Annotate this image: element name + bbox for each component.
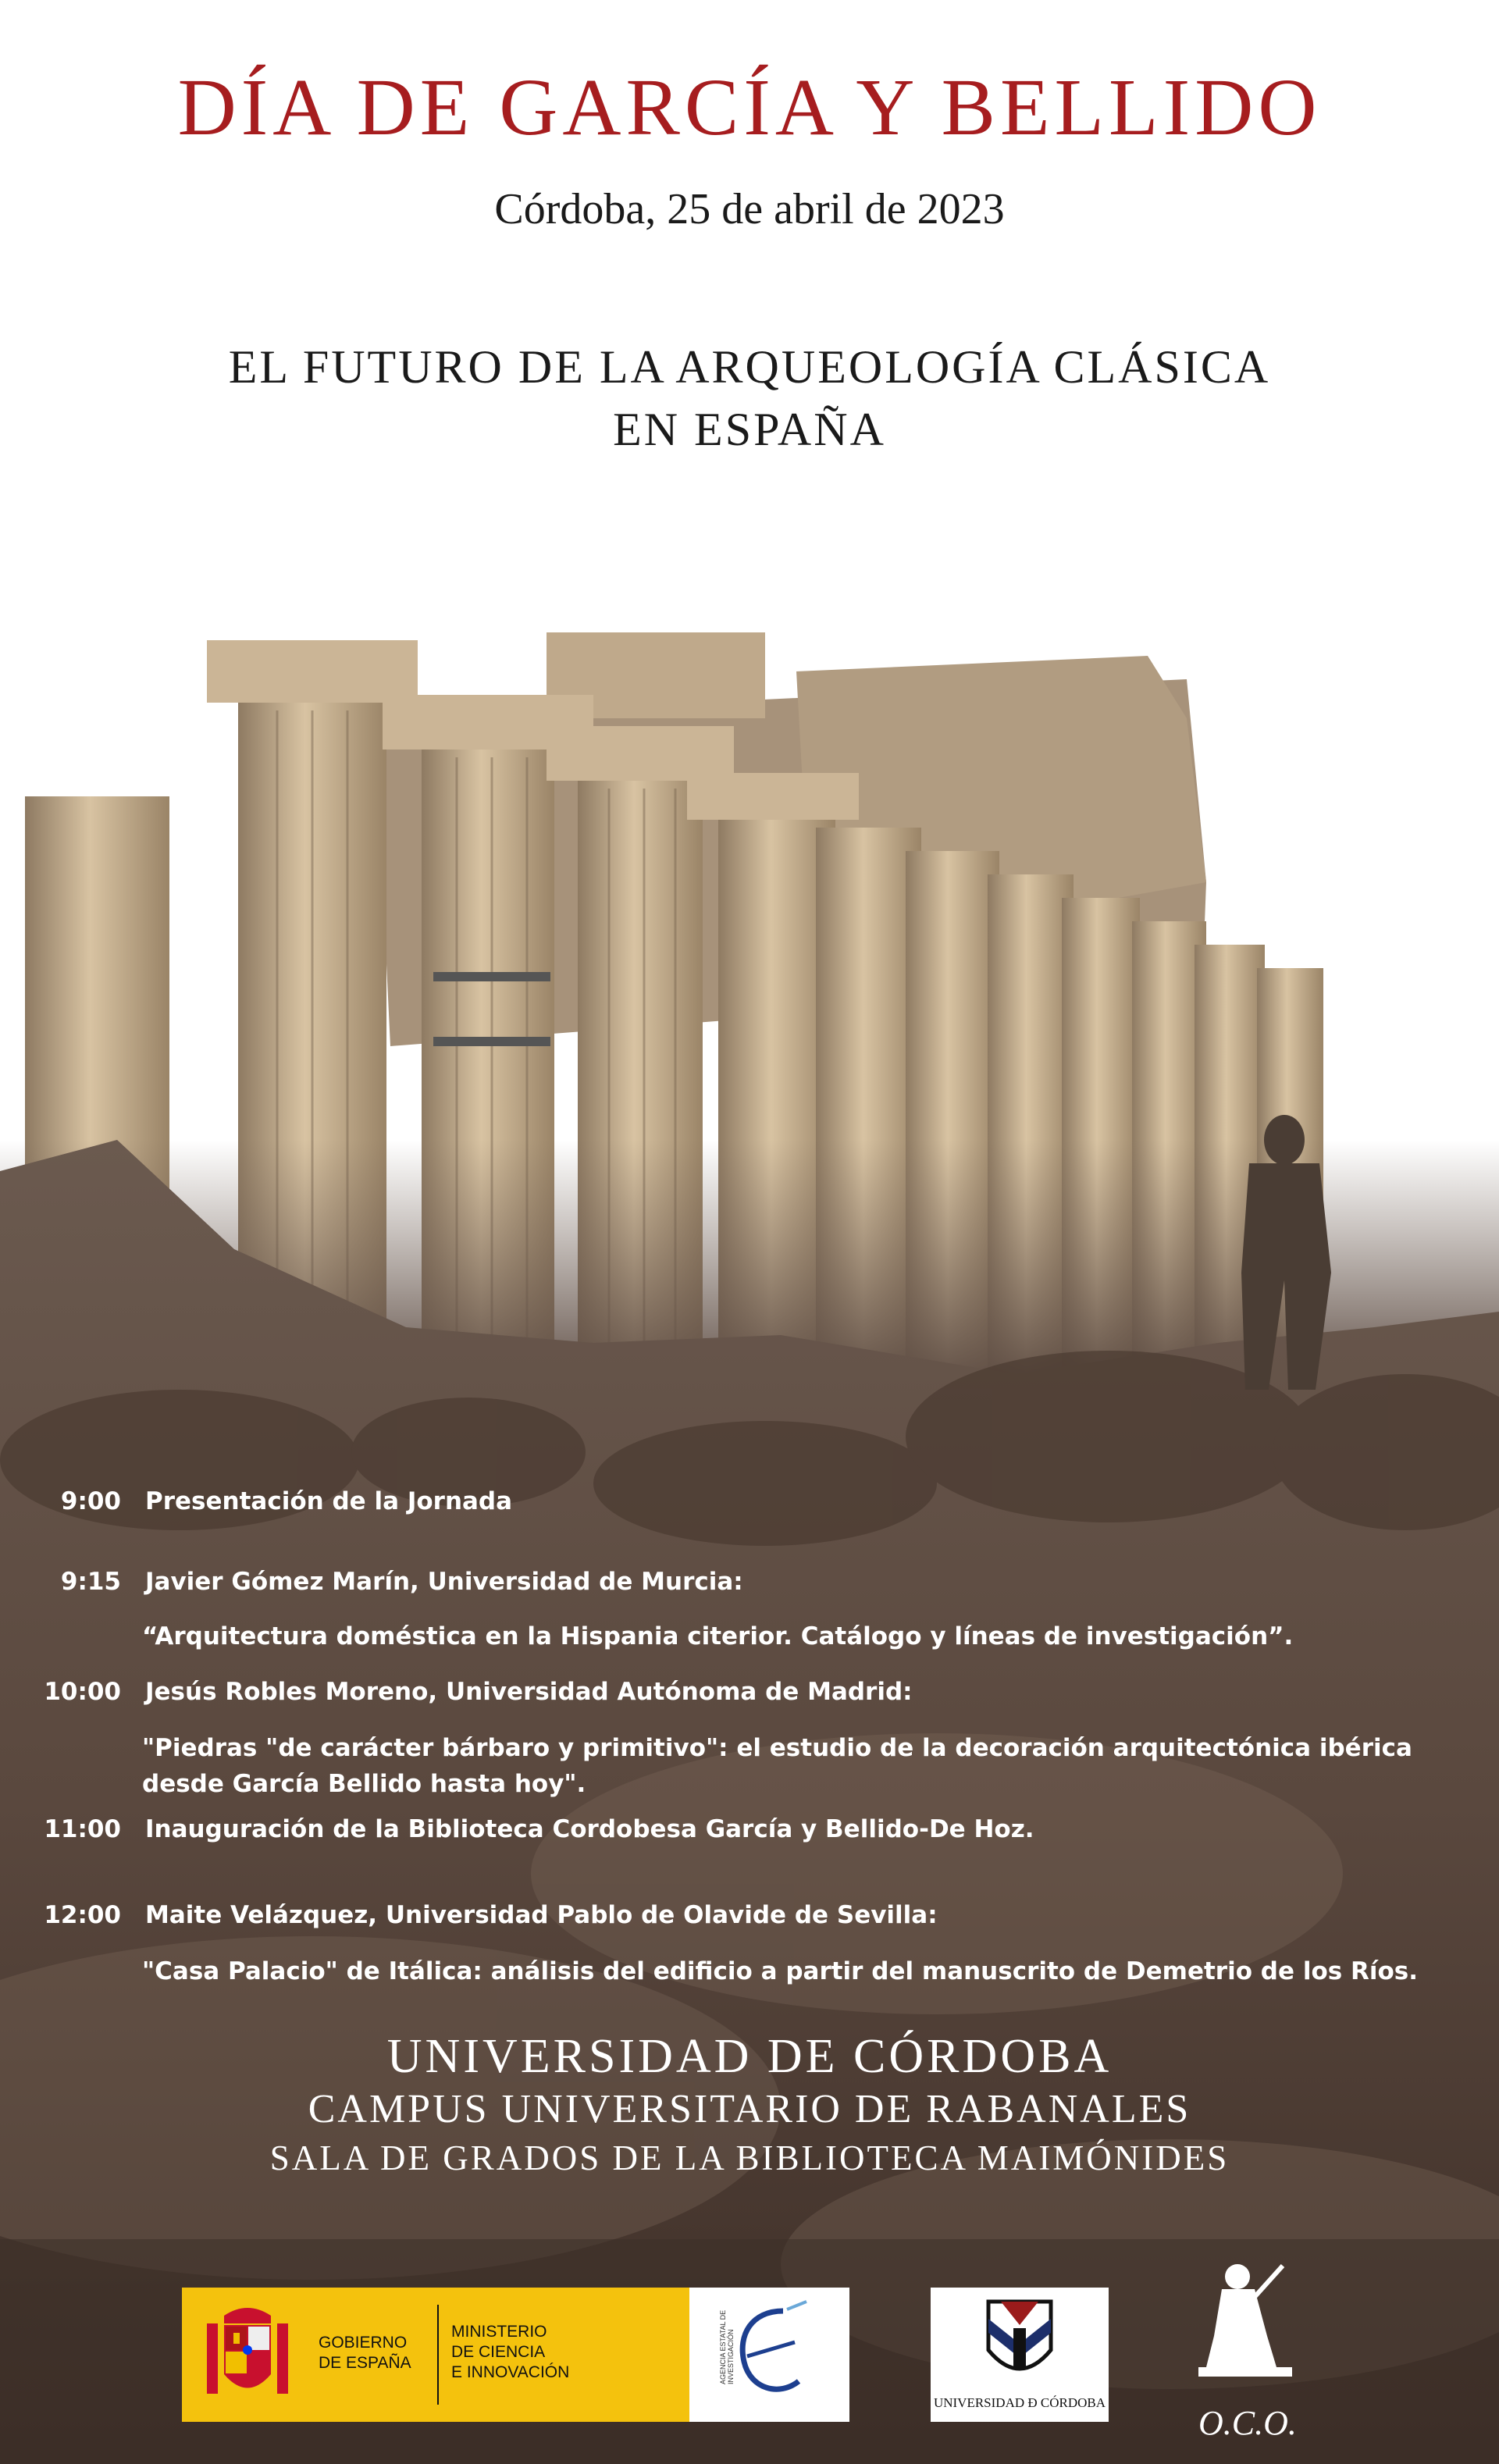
schedule-speaker: Javier Gómez Marín, Universidad de Murcia:: [145, 1568, 743, 1596]
venue-campus: CAMPUS UNIVERSITARIO DE RABANALES: [308, 2087, 1191, 2131]
schedule-text: Presentación de la Jornada: [145, 1487, 513, 1515]
schedule-speaker: Maite Velázquez, Universidad Pablo de Olavide de Sevilla:: [145, 1901, 938, 1929]
spain-coat-of-arms-icon: [201, 2300, 294, 2409]
seated-statue-icon: [1183, 2250, 1308, 2406]
gobierno-line-1: GOBIERNO: [319, 2334, 408, 2352]
schedule-talk-title: “Arquitectura doméstica en la Hispania citerior. Catálogo y líneas de investigación”.: [142, 1622, 1294, 1650]
uco-logo: [931, 2288, 1109, 2422]
subtitle-line-2: EN ESPAÑA: [613, 404, 886, 455]
acal-text: [1223, 2344, 1273, 2374]
event-subtitle: [0, 336, 1499, 461]
ministerio-line-2: DE CIENCIA: [451, 2343, 546, 2361]
sponsor-logos: [0, 2239, 1499, 2464]
schedule-speaker: Jesús Robles Moreno, Universidad Autónoma de Madrid:: [145, 1678, 913, 1706]
subtitle-line-1: EL FUTURO DE LA ARQUEOLOGÍA CLÁSICA: [228, 341, 1271, 393]
schedule-talk-title: "Piedras "de carácter bárbaro y primitivo": el estudio de la decoración arquitectónica ibérica: [142, 1734, 1412, 1762]
ministerio-line-3: E INNOVACIÓN: [451, 2363, 570, 2381]
aei-e-icon: [689, 2288, 849, 2422]
schedule-time: 11:00: [44, 1815, 121, 1843]
aei-text: AGENCIA ESTATAL DE INVESTIGACIÓN: [719, 2309, 735, 2384]
schedule-time: 10:00: [44, 1678, 121, 1706]
venue-block: [0, 2028, 1499, 2181]
schedule-talk-title: "Casa Palacio" de Itálica: análisis del edificio a partir del manuscrito de Demetrio de los Ríos.: [142, 1957, 1419, 1985]
schedule-text: Inauguración de la Biblioteca Cordobesa García y Bellido-De Hoz.: [145, 1815, 1034, 1843]
schedule-time: 9:00: [60, 1487, 121, 1515]
ministerio-line-1: MINISTERIO: [451, 2323, 547, 2341]
acal-line-3: de Andalucía: [1223, 2364, 1273, 2373]
logo-divider: [437, 2305, 439, 2405]
antiguas-ciudades-logo: [1183, 2250, 1308, 2453]
schedule-time: 12:00: [44, 1901, 121, 1929]
gobierno-text: [319, 2333, 411, 2373]
ministerio-text: [451, 2322, 569, 2383]
acal-mark: O.C.O.: [1198, 2404, 1297, 2442]
acal-line-1: ANTIGUAS: [1223, 2344, 1268, 2353]
venue-room: SALA DE GRADOS DE LA BIBLIOTECA MAIMÓNIDES: [269, 2138, 1230, 2177]
gobierno-line-2: DE ESPAÑA: [319, 2354, 411, 2372]
aei-logo: [689, 2288, 849, 2422]
venue-university: UNIVERSIDAD DE CÓRDOBA: [386, 2030, 1113, 2083]
gobierno-ministerio-logo: [182, 2288, 689, 2422]
schedule-time: 9:15: [60, 1568, 121, 1596]
event-date: Córdoba, 25 de abril de 2023: [494, 185, 1005, 233]
schedule-talk-title-cont: desde García Bellido hasta hoy".: [142, 1770, 586, 1798]
uco-text: UNIVERSIDAD Ð CÓRDOBA: [933, 2395, 1106, 2410]
acal-line-2: CIUDADES: [1223, 2354, 1268, 2363]
page-title: DÍA DE GARCÍA Y BELLIDO: [177, 62, 1322, 152]
